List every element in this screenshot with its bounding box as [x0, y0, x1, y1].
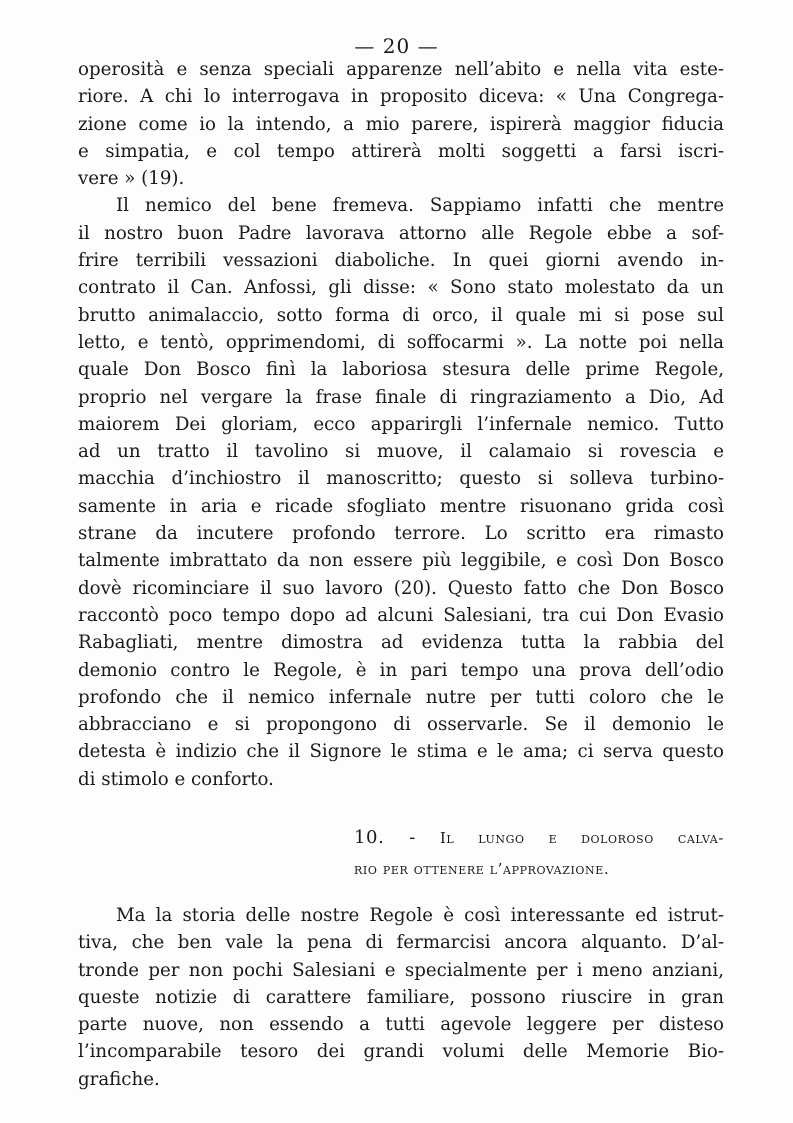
text-line: Rabagliati, mentre dimostra ad evidenza tutta la rabbia del [78, 632, 724, 654]
text-line: l’incomparabile tesoro dei grandi volumi delle Memorie Bio- [78, 1041, 724, 1063]
text-line: dovè ricominciare il suo lavoro (20). Questo fatto che Don Bosco [78, 577, 724, 599]
text-line: operosità e senza speciali apparenze nell’abito e nella vita este- [78, 59, 724, 80]
text-line: abbracciano e si propongono di osservarle. Se il demonio le [78, 714, 724, 736]
text-line: brutto animalaccio, sotto forma di orco, il quale mi si pose sul [78, 304, 724, 326]
text-line: quale Don Bosco finì la laboriosa stesura delle prime Regole, [78, 359, 724, 381]
text-line: proprio nel vergare la frase finale di ringraziamento a Dio, Ad [78, 386, 724, 408]
text-line: tronde per non pochi Salesiani e specialmente per i meno anziani, [78, 959, 724, 981]
body-text-upper [78, 56, 724, 793]
section-number: 10. - [354, 827, 416, 848]
text-line: il nostro buon Padre lavorava attorno alle Regole ebbe a sof- [78, 222, 724, 244]
text-line: talmente imbrattato da non essere più leggibile, e così Don Bosco [78, 550, 724, 572]
section-heading [354, 822, 724, 885]
text-line: frire terribili vessazioni diaboliche. In quei giorni avendo in- [78, 250, 724, 272]
text-line: Il nemico del bene fremeva. Sappiamo infatti che mentre [116, 195, 724, 217]
text-line: riore. A chi lo interrogava in proposito diceva: « Una Congrega- [78, 86, 724, 108]
text-line: e simpatia, e col tempo attirerà molti soggetti a farsi iscri- [78, 140, 724, 162]
page-number: — 20 — [354, 34, 439, 58]
text-line: queste notizie di carattere familiare, possono riuscire in gran [78, 986, 724, 1008]
text-line: strane da incutere profondo terrore. Lo scritto era rimasto [78, 523, 724, 545]
text-line: contrato il Can. Anfossi, gli disse: « Sono stato molestato da un [78, 277, 724, 299]
text-line: letto, e tentò, opprimendomi, di soffocarmi ». La notte poi nella [78, 331, 724, 353]
text-line: macchia d’inchiostro il manoscritto; questo si solleva turbino- [78, 468, 724, 490]
text-line: demonio contro le Regole, è in pari tempo una prova dell’odio [78, 659, 724, 681]
text-line: vere » (19). [78, 168, 185, 190]
text-line: profondo che il nemico infernale nutre per tutti coloro che le [78, 686, 724, 708]
text-line: raccontò poco tempo dopo ad alcuni Salesiani, tra cui Don Evasio [78, 604, 724, 626]
text-line: zione come io la intendo, a mio parere, ispirerà maggior fiducia [78, 113, 724, 135]
text-line: ad un tratto il tavolino si muove, il calamaio si rovescia e [78, 441, 724, 463]
section-heading-line-2: rio per ottenere l’approvazione. [354, 860, 610, 878]
text-line: di stimolo e conforto. [78, 768, 274, 790]
section-heading-line-1 [354, 822, 724, 854]
text-line: Ma la storia delle nostre Regole è così interessante ed istrut- [116, 905, 724, 926]
text-line: parte nuove, non essendo a tutti agevole leggere per disteso [78, 1014, 724, 1036]
text-line: maiorem Dei gloriam, ecco apparirgli l’infernale nemico. Tutto [78, 413, 724, 435]
text-line: detesta è indizio che il Signore le stima e le ama; ci serva questo [78, 741, 724, 763]
text-line: grafiche. [78, 1068, 160, 1090]
text-line: tiva, che ben vale la pena di fermarcisi ancora alquanto. D’al- [78, 932, 724, 954]
body-text-lower [78, 902, 724, 1093]
section-heading-text: Il lungo e doloroso calva- [439, 829, 725, 847]
text-line: samente in aria e ricade sfogliato mentre risuonano grida così [78, 495, 724, 517]
